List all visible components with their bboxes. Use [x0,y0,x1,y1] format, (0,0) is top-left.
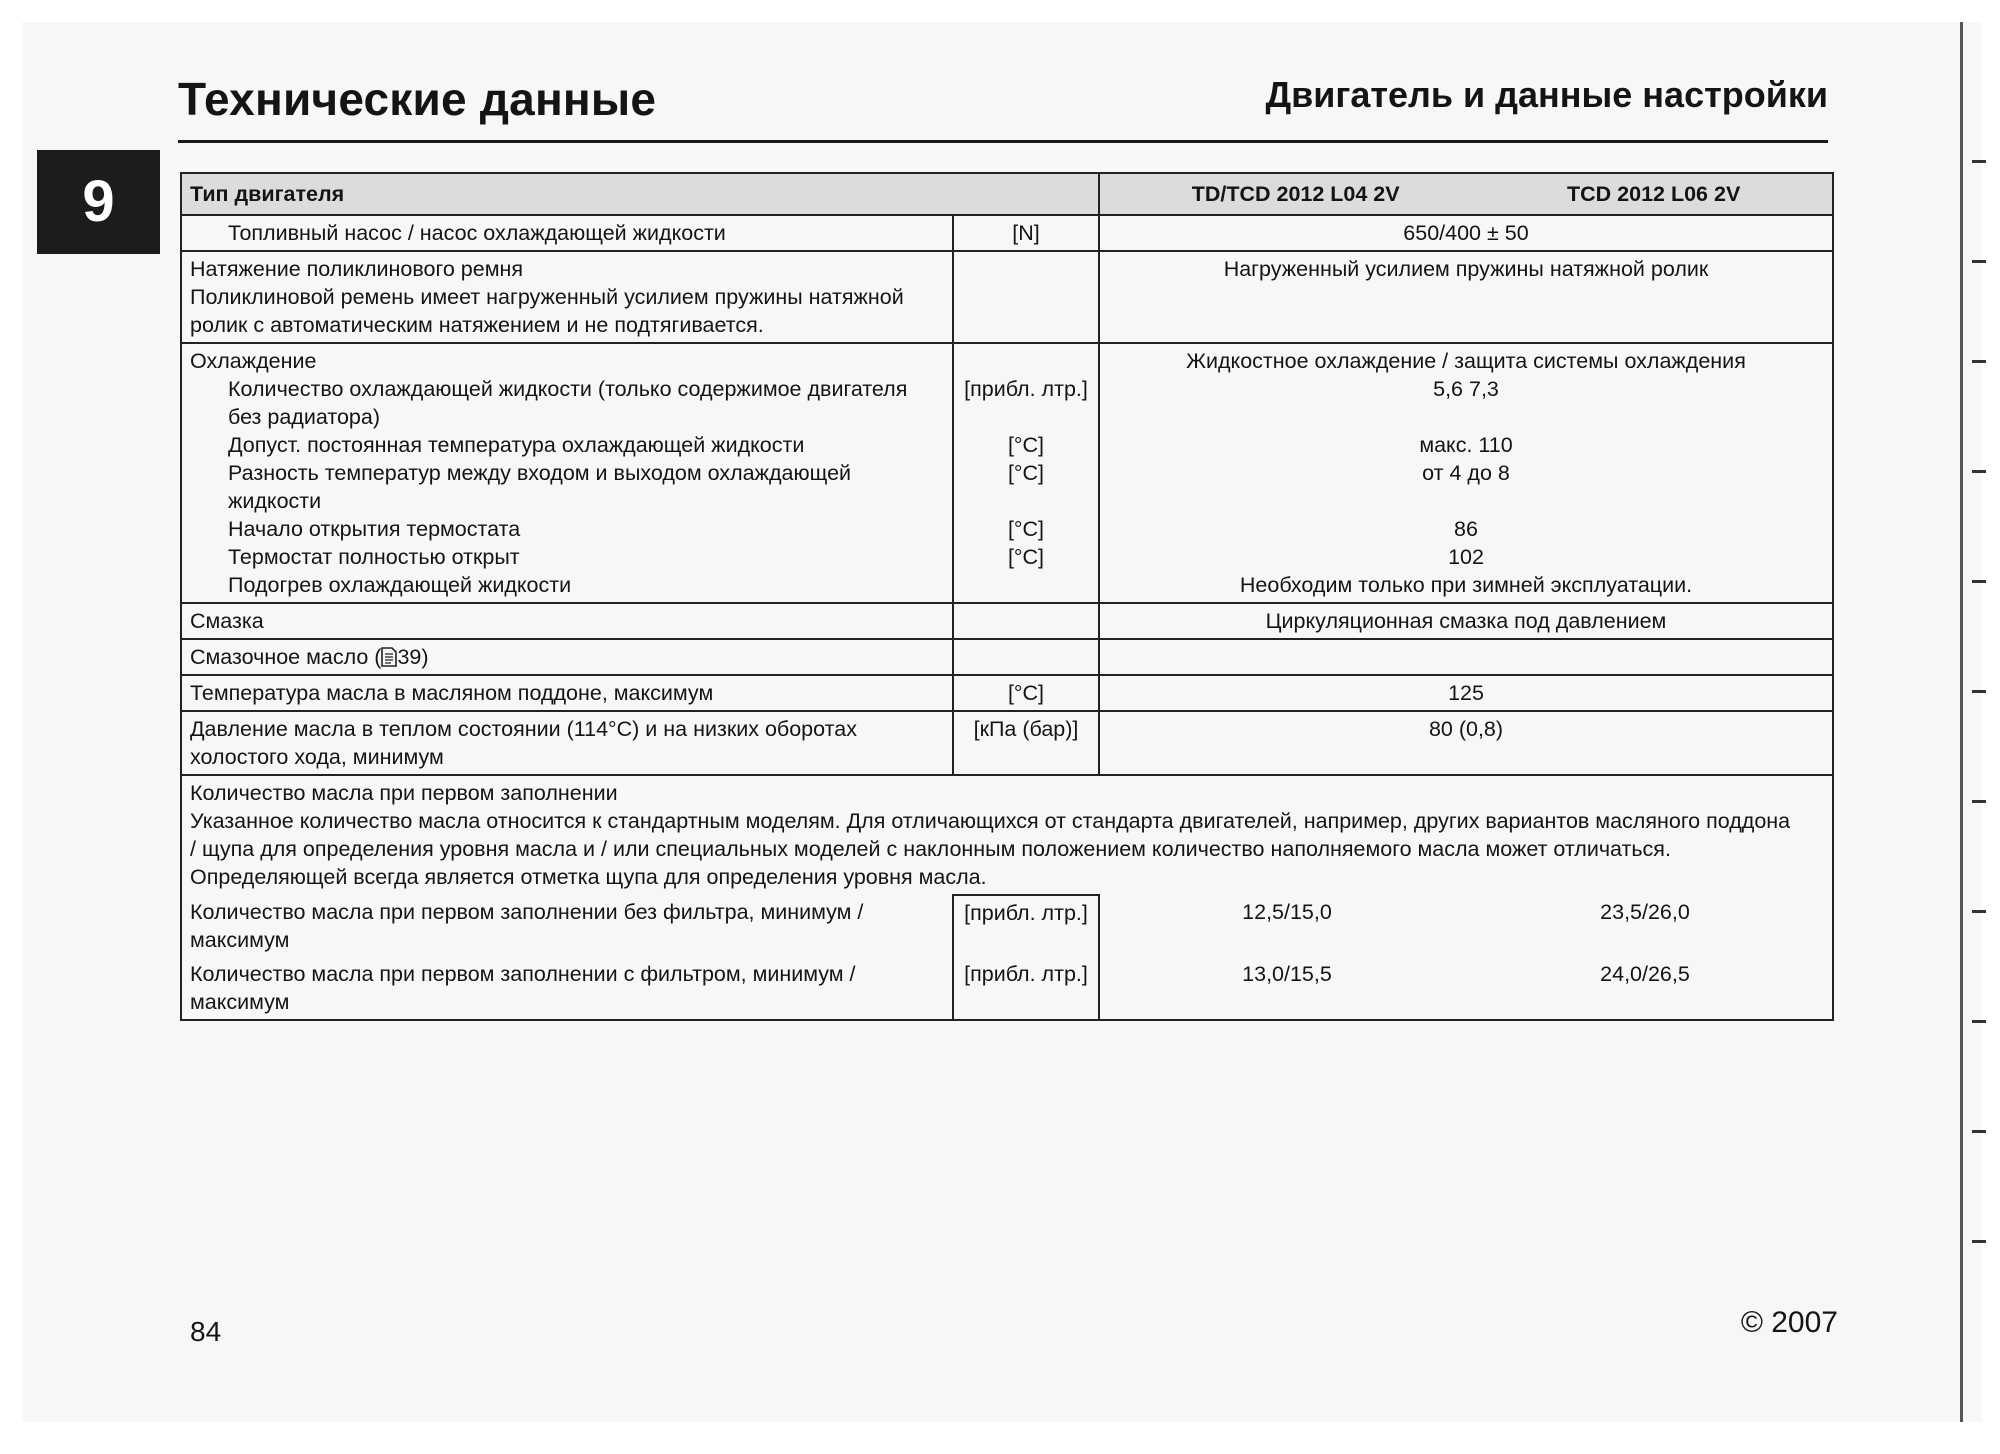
binding-notch [1972,1130,1986,1133]
oil-fill-with-filter-unit: [прибл. лтр.] [953,957,1099,1020]
cooling-labels [181,343,953,603]
row-value [1099,639,1833,675]
oil-fill-with-filter-l06: 24,0/26,5 [1600,962,1690,986]
table-row [181,603,1833,639]
coolant-quantity-l06: 7,3 [1468,377,1499,401]
binding-notch [1972,800,1986,803]
table-row [181,251,1833,343]
thermostat-start-value: 86 [1454,517,1478,541]
spacer [1108,487,1824,515]
oil-fill-with-filter-label: Количество масла при первом заполнении с фильтром, минимум / максимум [181,957,953,1020]
table-row [181,639,1833,675]
table-header-row [181,173,1833,215]
coolant-max-temp-unit: [°C] [1007,433,1045,457]
binding-notch [1972,910,1986,913]
oil-temp-label: Температура масла в масляном поддоне, максимум [181,675,953,711]
row-unit [953,603,1099,639]
binding-notch [1972,470,1986,473]
binding-notch [1972,690,1986,693]
header-divider [178,140,1828,143]
document-reference-icon [381,647,397,667]
model-l06-header: TCD 2012 L06 2V [1567,182,1741,206]
table-row [181,711,1833,775]
engine-type-header: Тип двигателя [181,173,1099,215]
oil-fill-title: Количество масла при первом заполнении [190,781,618,805]
table-row [181,957,1833,1020]
spacer [1108,403,1824,431]
oil-ref-close: ) [421,645,429,669]
coolant-temp-delta-unit: [°C] [1007,461,1045,485]
oil-fill-note-line: Определяющей всегда является отметка щупа для определения уровня масла. [190,865,987,889]
oil-label-text: Смазочное масло ( [190,645,382,669]
table-row [181,675,1833,711]
oil-fill-note [181,775,1833,895]
thermostat-open-unit: [°C] [1007,545,1045,569]
oil-fill-no-filter-label: Количество масла при первом заполнении без фильтра, минимум / максимум [181,895,953,957]
thermostat-start-label: Начало открытия термостата [228,517,521,541]
oil-fill-no-filter-values [1099,895,1833,957]
row-value: 650/400 ± 50 [1099,215,1833,251]
coolant-temp-delta-label: Разность температур между входом и выходом охлаждающей жидкости [228,461,852,513]
oil-fill-no-filter-l06: 23,5/26,0 [1600,900,1690,924]
section-title: Двигатель и данные настройки [1265,74,1828,115]
binding-notch [1972,260,1986,263]
cooling-title: Охлаждение [190,349,317,373]
cooling-values [1099,343,1833,603]
row-label [181,215,953,251]
oil-pressure-label: Давление масла в теплом состоянии (114°C) и на низких оборотах холостого хода, минимум [181,711,953,775]
oil-fill-with-filter-values [1099,957,1833,1020]
coolant-heating-value: Необходим только при зимней эксплуатации. [1239,573,1693,597]
thermostat-open-value: 102 [1448,545,1484,569]
models-header [1099,173,1833,215]
coolant-quantity-label: Количество охлаждающей жидкости (только содержимое двигателя без радиатора) [228,377,908,429]
model-l04-header: TD/TCD 2012 L04 2V [1191,182,1400,206]
chapter-tab: 9 [37,150,160,254]
belt-label-line: ролик с автоматическим натяжением и не подтягивается. [190,313,764,337]
cooling-units [953,343,1099,603]
coolant-max-temp-label: Допуст. постоянная температура охлаждающей жидкости [228,433,805,457]
oil-fill-no-filter-unit: [прибл. лтр.] [953,895,1099,957]
fuel-pump-label: Топливный насос / насос охлаждающей жидкости [228,221,726,245]
engine-spec-table [180,172,1834,1021]
oil-pressure-unit: [кПа (бар)] [953,711,1099,775]
row-unit [953,251,1099,343]
table-row [181,895,1833,957]
lubrication-label: Смазка [181,603,953,639]
thermostat-open-label: Термостат полностью открыт [228,545,520,569]
spacer [962,403,1090,431]
spacer [962,347,1090,375]
row-unit: [N] [953,215,1099,251]
thermostat-start-unit: [°C] [1007,517,1045,541]
row-unit [953,639,1099,675]
belt-label [181,251,953,343]
belt-label-line: Поликлиновой ремень имеет нагруженный усилием пружины натяжной [190,285,904,309]
coolant-temp-delta-value: от 4 до 8 [1422,461,1510,485]
oil-fill-note-line: Указанное количество масла относится к стандартным моделям. Для отличающихся от стандарта двигателей, например, других вариантов масляного поддона [190,809,1791,833]
oil-ref-page: 39 [397,645,422,669]
oil-label [181,639,953,675]
binding-notch [1972,1020,1986,1023]
coolant-heating-label: Подогрев охлаждающей жидкости [228,573,572,597]
spacer [962,487,1090,515]
coolant-quantity-l04: 5,6 [1433,377,1463,401]
binding-notch [1972,580,1986,583]
binding-notch [1972,360,1986,363]
cooling-type-value: Жидкостное охлаждение / защита системы охлаждения [1186,349,1746,373]
belt-value: Нагруженный усилием пружины натяжной ролик [1099,251,1833,343]
coolant-quantity-unit: [прибл. лтр.] [964,377,1088,401]
coolant-quantity-values [1108,375,1824,403]
oil-temp-unit: [°C] [953,675,1099,711]
table-row [181,215,1833,251]
binding-notch [1972,160,1986,163]
belt-label-line: Натяжение поликлинового ремня [190,257,524,281]
page-number: 84 [190,1316,222,1347]
cooling-group-row [181,343,1833,603]
oil-fill-no-filter-l04: 12,5/15,0 [1242,900,1332,924]
oil-temp-value: 125 [1099,675,1833,711]
page-title: Технические данные [178,73,657,125]
binding-edge [1960,22,1968,1422]
coolant-max-temp-value: макс. 110 [1419,433,1513,457]
oil-fill-note-line: / щупа для определения уровня масла и / или специальных моделей с наклонным положением количество наполняемого масла может отличаться. [190,837,1671,861]
lubrication-value: Циркуляционная смазка под давлением [1099,603,1833,639]
oil-fill-with-filter-l04: 13,0/15,5 [1242,962,1332,986]
oil-pressure-value: 80 (0,8) [1099,711,1833,775]
binding-notch [1972,1240,1986,1243]
oil-fill-note-row [181,775,1833,895]
copyright: © 2007 [1740,1306,1838,1339]
